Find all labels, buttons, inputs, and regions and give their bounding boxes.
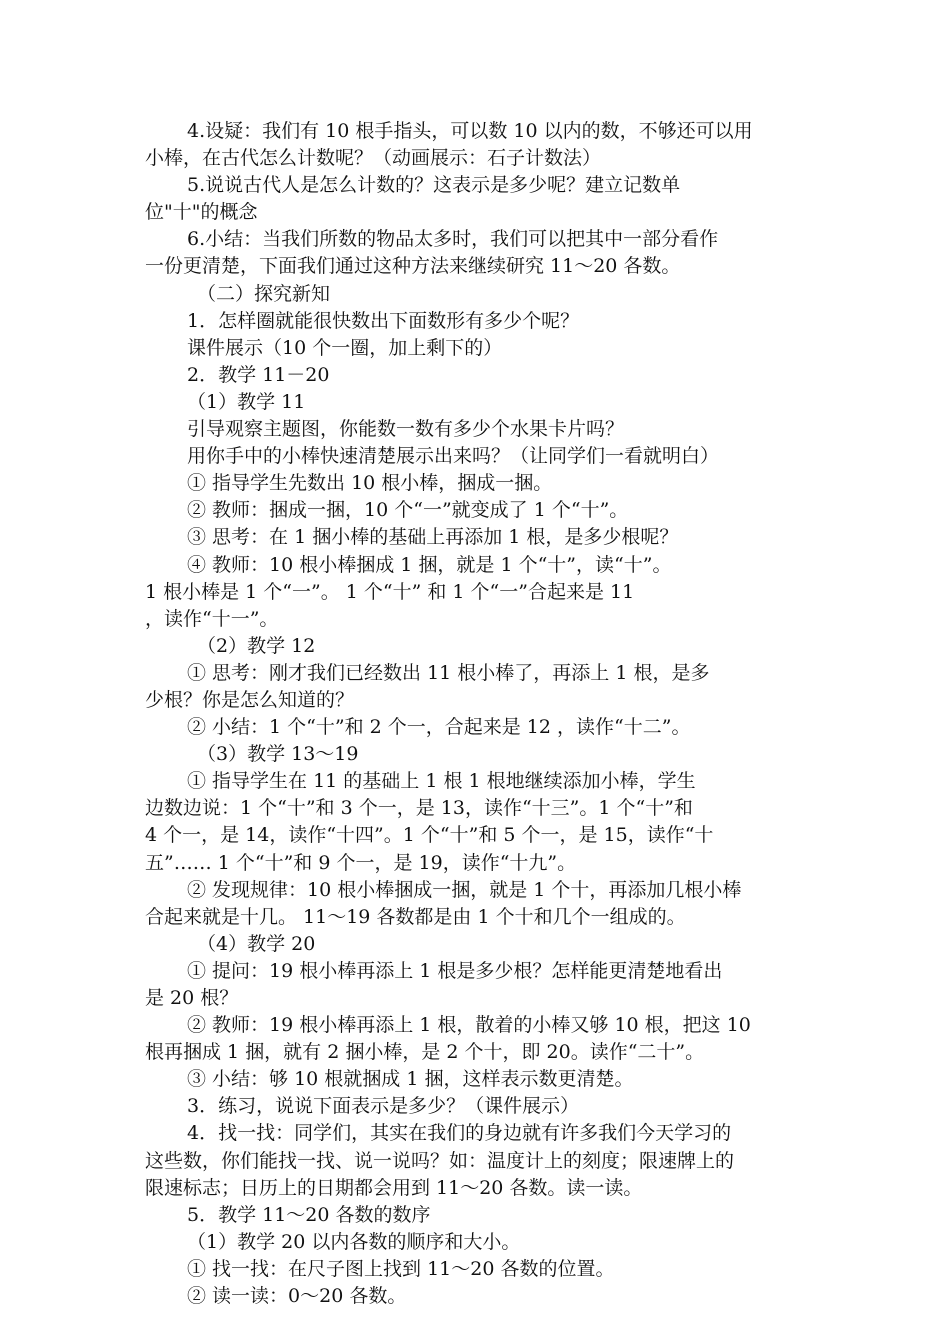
- text-line: 引导观察主题图，你能数一数有多少个水果卡片吗？: [187, 418, 625, 441]
- text-line: 5．教学 11～20 各数的数序: [187, 1203, 431, 1226]
- text-line: 一份更清楚，下面我们通过这种方法来继续研究 11～20 各数。: [145, 255, 681, 278]
- text-line: 这些数，你们能找一找、说一说吗？如：温度计上的刻度；限速牌上的: [145, 1149, 735, 1172]
- text-line: 课件展示（10 个一圈，加上剩下的）: [187, 336, 503, 359]
- text-line: ③ 思考：在 1 捆小棒的基础上再添加 1 根，是多少根呢？: [187, 526, 679, 549]
- text-line: 是 20 根？: [145, 987, 239, 1009]
- text-line: ① 找一找：在尺子图上找到 11～20 各数的位置。: [187, 1257, 615, 1280]
- text-line: 合起来就是十几。 11～19 各数都是由 1 个十和几个一组成的。: [145, 905, 686, 928]
- text-line: 4 个一，是 14，读作“十四”。1 个“十”和 5 个一，是 15，读作“十: [145, 824, 714, 847]
- text-line: ③ 小结：够 10 根就捆成 1 捆，这样表示数更清楚。: [187, 1068, 634, 1091]
- text-line: （二）探究新知: [197, 282, 331, 305]
- text-line: 限速标志；日历上的日期都会用到 11～20 各数。读一读。: [145, 1176, 643, 1199]
- text-line: 4．找一找：同学们，其实在我们的身边就有许多我们今天学习的: [187, 1122, 732, 1145]
- text-line: 6.小结：当我们所数的物品太多时，我们可以把其中一部分看作: [187, 228, 719, 251]
- text-line: ② 教师：19 根小棒再添上 1 根，散着的小棒又够 10 根，把这 10: [187, 1014, 751, 1037]
- text-line: ② 教师：捆成一捆，10 个“一”就变成了 1 个“十”。: [187, 499, 629, 522]
- text-line: ① 指导学生先数出 10 根小棒，捆成一捆。: [187, 472, 553, 495]
- text-line: 位"十"的概念: [145, 201, 258, 224]
- text-line: 1 根小棒是 1 个“一”。 1 个“十” 和 1 个“一”合起来是 11: [145, 580, 635, 603]
- text-line: （3）教学 13～19: [197, 743, 359, 766]
- text-line: 5.说说古代人是怎么计数的？这表示是多少呢？建立记数单: [187, 174, 681, 197]
- text-line: ① 思考：刚才我们已经数出 11 根小棒了，再添上 1 根，是多: [187, 661, 710, 684]
- text-line: ① 提问：19 根小棒再添上 1 根是多少根？怎样能更清楚地看出: [187, 959, 723, 982]
- text-line: 2．教学 11－20: [187, 363, 330, 386]
- document-body: [145, 118, 810, 1310]
- text-line: （2）教学 12: [197, 634, 316, 657]
- text-line: （1）教学 11: [187, 390, 306, 413]
- text-line: ② 发现规律：10 根小棒捆成一捆，就是 1 个十，再添加几根小棒: [187, 878, 742, 901]
- text-line: ，读作“十一”。: [145, 607, 279, 630]
- text-line: 4.设疑：我们有 10 根手指头，可以数 10 以内的数，不够还可以用: [187, 120, 753, 142]
- text-line: ① 指导学生在 11 的基础上 1 根 1 根地继续添加小棒，学生: [187, 770, 696, 793]
- text-line: （1）教学 20 以内各数的顺序和大小。: [187, 1230, 521, 1253]
- text-line: ④ 教师：10 根小棒捆成 1 捆，就是 1 个“十”，读“十”。: [187, 553, 672, 576]
- text-line: 用你手中的小棒快速清楚展示出来吗？（让同学们一看就明白）: [187, 445, 720, 468]
- text-line: 五”…… 1 个“十”和 9 个一，是 19，读作“十九”。: [145, 851, 577, 874]
- text-line: 1．怎样圈就能很快数出下面数形有多少个呢？: [187, 309, 580, 332]
- text-line: 小棒，在古代怎么计数呢？（动画展示：石子计数法）: [145, 147, 602, 170]
- text-line: 少根？你是怎么知道的？: [145, 688, 355, 711]
- text-line: 边数边说：1 个“十”和 3 个一，是 13，读作“十三”。1 个“十”和: [145, 797, 693, 820]
- text-line: ② 小结：1 个“十”和 2 个一，合起来是 12 ，读作“十二”。: [187, 716, 691, 739]
- text-line: 3．练习，说说下面表示是多少？（课件展示）: [187, 1095, 580, 1118]
- text-line: ② 读一读：0～20 各数。: [187, 1285, 407, 1308]
- text-line: 根再捆成 1 捆，就有 2 捆小棒，是 2 个十，即 20。读作“二十”。: [145, 1041, 705, 1064]
- text-line: （4）教学 20: [197, 932, 316, 955]
